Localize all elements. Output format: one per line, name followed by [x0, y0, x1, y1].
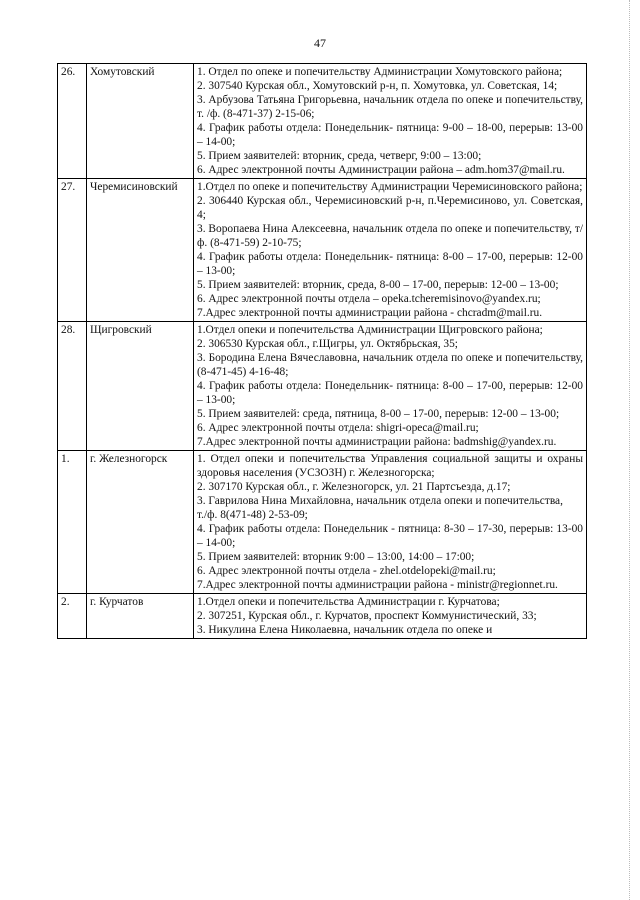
detail-line: 2. 306530 Курская обл., г.Щигры, ул. Октябрьская, 35; [197, 338, 458, 350]
table-row [58, 594, 587, 639]
detail-line: 4. График работы отдела: Понедельник - пятница: 8-30 – 17-30, перерыв: 13-00 – 14-00; [197, 523, 583, 549]
detail-line: 6. Адрес электронной почты Администрации района – adm.hom37@mail.ru. [197, 164, 565, 176]
district-name: Черемисиновский [87, 179, 194, 322]
detail-line: 3. Арбузова Татьяна Григорьевна, начальник отдела по опеке и попечительству, т. /ф. (8-471-37) 2-15-06; [197, 94, 583, 120]
department-details [194, 594, 587, 639]
department-details [194, 179, 587, 322]
guardianship-departments-table [57, 63, 587, 639]
page-number: 47 [314, 36, 326, 50]
detail-line: 7.Адрес электронной почты администрации района: badmshig@yandex.ru. [197, 436, 557, 448]
detail-line: 7.Адрес электронной почты администрации района - chcradm@mail.ru. [197, 307, 543, 319]
detail-line: 6. Адрес электронной почты отдела – opeka.tcheremisinovo@yandex.ru; [197, 293, 541, 305]
row-number: 27. [58, 179, 87, 322]
detail-line: 7.Адрес электронной почты администрации района - ministr@regionnet.ru. [197, 579, 558, 591]
detail-line: 3. Бородина Елена Вячеславовна, начальник отдела по опеке и попечительству, (8-471-45) 4-16-48; [197, 352, 583, 378]
detail-line: 6. Адрес электронной почты отдела - zhel.otdelopeki@mail.ru; [197, 565, 496, 577]
district-name: Щигровский [87, 322, 194, 451]
detail-line: 3. Воропаева Нина Алексеевна, начальник отдела по опеке и попечительству, т/ф. (8-471-59) 2-10-75; [197, 223, 583, 249]
detail-line: 5. Прием заявителей: среда, пятница, 8-00 – 17-00, перерыв: 12-00 – 13-00; [197, 408, 560, 420]
detail-line: 2. 307251, Курская обл., г. Курчатов, проспект Коммунистический, 33; [197, 610, 537, 622]
detail-line: т./ф. 8(471-48) 2-53-09; [197, 509, 308, 521]
table-row [58, 451, 587, 594]
detail-line: 4. График работы отдела: Понедельник- пятница: 8-00 – 17-00, перерыв: 12-00 – 13-00; [197, 380, 583, 406]
table-row [58, 64, 587, 179]
row-number: 26. [58, 64, 87, 179]
detail-line: 1.Отдел опеки и попечительства Администрации Щигровского района; [197, 324, 543, 336]
detail-line: 1. Отдел по опеке и попечительству Администрации Хомутовского района; [197, 66, 563, 78]
detail-line: 4. График работы отдела: Понедельник- пятница: 9-00 – 18-00, перерыв: 13-00 – 14-00; [197, 122, 583, 148]
detail-line: 2. 307540 Курская обл., Хомутовский р-н, п. Хомутовка, ул. Советская, 14; [197, 80, 558, 92]
row-number: 28. [58, 322, 87, 451]
department-details [194, 64, 587, 179]
table-row [58, 322, 587, 451]
page-edge-mark [629, 0, 636, 900]
detail-line: 5. Прием заявителей: вторник, среда, четверг, 9:00 – 13:00; [197, 150, 482, 162]
row-number: 2. [58, 594, 87, 639]
department-details [194, 451, 587, 594]
detail-line: 4. График работы отдела: Понедельник- пятница: 8-00 – 17-00, перерыв: 12-00 – 13-00; [197, 251, 583, 277]
district-name: г. Железногорск [87, 451, 194, 594]
detail-line: 2. 306440 Курская обл., Черемисиновский р-н, п.Черемисиново, ул. Советская, 4; [197, 195, 583, 221]
detail-line: 5. Прием заявителей: вторник, среда, 8-00 – 17-00, перерыв: 12-00 – 13-00; [197, 279, 559, 291]
table-row [58, 179, 587, 322]
row-number: 1. [58, 451, 87, 594]
detail-line: 2. 307170 Курская обл., г. Железногорск, ул. 21 Партсъезда, д.17; [197, 481, 511, 493]
detail-line: 5. Прием заявителей: вторник 9:00 – 13:00, 14:00 – 17:00; [197, 551, 475, 563]
detail-line: 3. Гаврилова Нина Михайловна, начальник отдела опеки и попечительства, [197, 495, 563, 507]
district-name: г. Курчатов [87, 594, 194, 639]
detail-line: 1.Отдел по опеке и попечительству Администрации Черемисиновского района; [197, 181, 583, 193]
detail-line: 1. Отдел опеки и попечительства Управления социальной защиты и охраны здоровья населения (УСЗОЗН) г. Железногорска; [197, 453, 583, 479]
detail-line: 1.Отдел опеки и попечительства Администрации г. Курчатова; [197, 596, 500, 608]
department-details [194, 322, 587, 451]
district-name: Хомутовский [87, 64, 194, 179]
detail-line: 6. Адрес электронной почты отдела: shigri-opeca@mail.ru; [197, 422, 479, 434]
detail-line: 3. Никулина Елена Николаевна, начальник отдела по опеке и [197, 624, 493, 636]
